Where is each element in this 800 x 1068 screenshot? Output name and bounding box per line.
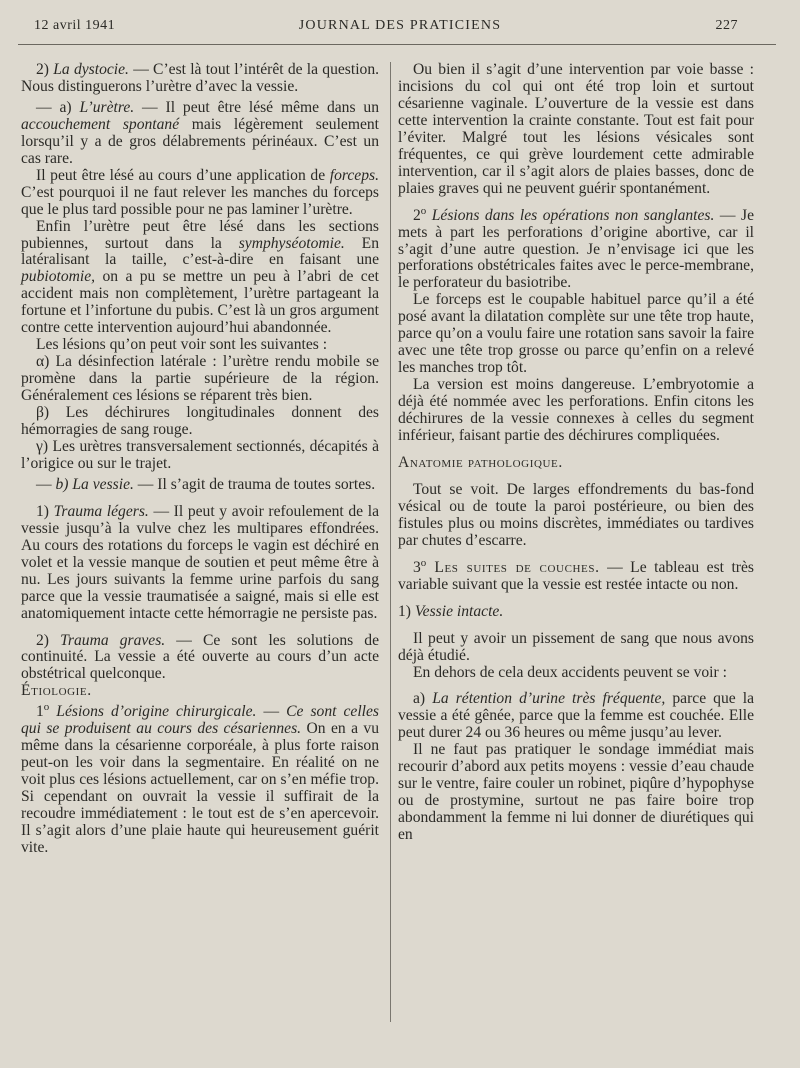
- paragraph: Il peut y avoir un pissement de sang que nous avons déjà étudié.: [398, 629, 754, 664]
- right-column: [398, 62, 754, 844]
- header-rule: [18, 44, 776, 45]
- page-number: 227: [715, 18, 738, 33]
- paragraph: — b) La vessie. — Il s’agit de trauma de toutes sortes.: [36, 475, 376, 493]
- paragraph: γ) Les urètres transversalement sectionnés, décapités à l’origice ou sur le trajet.: [21, 437, 379, 472]
- section-heading-anatomie: Anatomie pathologique.: [398, 453, 563, 471]
- paragraph: 1$^o$ Lésions d’origine chirurgicale. — Ce sont celles qui se produisent au cours des césariennes. On en a vu même dans la césarienne corporéale, à plus forte raison peut-on les voir dans la segmentaire. En réalité on ne voit plus ces lésions actuellement, car on s’en méfie trop. Si cependant on ouvrait la vessie il suffirait de la recoudre immédiatement : le tout est de s’en apercevoir. Il s’agit alors d’une plaie haute qui heureusement guérit vite.: [21, 701, 380, 856]
- paragraph: α) La désinfection latérale : l’urètre rendu mobile se promène dans la partie supérieure de la région. Généralement ces lésions se réparent très bien.: [21, 353, 379, 405]
- column-divider: [390, 62, 391, 1022]
- subheading-vessie-intacte: 1) Vessie intacte.: [398, 602, 504, 620]
- issue-date: 12 avril 1941: [34, 18, 116, 33]
- section-heading-etiologie: Étiologie.: [21, 682, 92, 700]
- paragraph: Enfin l’urètre peut être lésé dans les sections pubiennes, surtout dans la symphyséotomie. En latéralisant la taille, c’est-à-dire en faisant une pubiotomie, on a pu se mettre un peu à l’abri de cet accident mais non complètement, l’urètre partageant la fortune et l’infortune du pubis. C’est là un gros argument contre cette intervention aujourd’hui abandonnée.: [21, 217, 379, 337]
- paragraph: 3$^o$ Les suites de couches. — Le tableau est très variable suivant que la vessie est restée intacte ou non.: [398, 556, 754, 593]
- paragraph: Le forceps est le coupable habituel parce qu’il a été posé avant la dilatation complète sur une tête trop haute, parce qu’on a voulu faire une rotation sans savoir la faire avec une tête trop grosse ou parce qu’enfin on a relevé les manches trop tôt.: [398, 291, 754, 377]
- paragraph: a) La rétention d’urine très fréquente, parce que la vessie a été gênée, parce que la femme est couchée. Elle peut durer 24 ou 36 heures ou même jusqu’au lever.: [398, 690, 755, 742]
- paragraph: 2) La dystocie. — C’est là tout l’intérêt de la question. Nous distinguerons l’urètre d’avec la vessie.: [21, 61, 380, 95]
- paragraph: Il ne faut pas pratiquer le sondage immédiat mais recourir d’abord aux petits moyens : vessie d’eau chaude sur le ventre, faire couler un robinet, piqûre d’hypophyse ou de prostymine, surtout ne pas faire boire trop abondamment la femme ni lui donner de diurétiques qui en: [398, 741, 754, 844]
- running-header: [0, 18, 800, 42]
- journal-title: JOURNAL DES PRATICIENS: [298, 18, 502, 33]
- paragraph: La version est moins dangereuse. L’embryotomie a déjà été nommée avec les perforations. Enfin citons les déchirures de la vessie connexes à celles du segment inférieur, faisant partie des déchirures compliquées.: [398, 376, 754, 445]
- paragraph: Il peut être lésé au cours d’une application de forceps. C’est pourquoi il ne faut relever les manches du forceps que le plus tard possible pour ne pas laminer l’urètre.: [21, 166, 379, 218]
- paragraph: Tout se voit. De larges effondrements du bas-fond vésical ou de toute la paroi postérieure, ou bien des fistules plus ou moins discrètes, immédiates ou tardives par chutes d’escarre.: [398, 480, 754, 549]
- paragraph: Ou bien il s’agit d’une intervention par voie basse : incisions du col qui ont été trop loin et surtout césarienne vaginale. L’ouverture de la vessie est dans cette intervention la crainte constante. Tout est fait pour l’éviter. Malgré tout les lésions vésicales sont fréquentes, ce qui grève lourdement cette admirable intervention, car il s’agit alors de plaies basses, donc de plaies graves qui ne peuvent guérir spontanément.: [398, 61, 754, 197]
- paragraph: β) Les déchirures longitudinales donnent des hémorragies de sang rouge.: [21, 404, 379, 439]
- paragraph: Les lésions qu’on peut voir sont les suivantes :: [36, 336, 328, 354]
- left-column: [21, 62, 379, 857]
- paragraph: 2$^o$ Lésions dans les opérations non sanglantes. — Je mets à part les perforations d’origine abortive, car il s’agit d’une autre question. Je n’envisage ici que les perforations obstétricales faites avec le perce-membrane, le perforateur du basiotribe.: [398, 204, 754, 292]
- paragraph: En dehors de cela deux accidents peuvent se voir :: [413, 663, 727, 681]
- paragraph: 2) Trauma graves. — Ce sont les solutions de continuité. La vessie a été ouverte au cours d’un acte obstétrical quelconque.: [21, 631, 379, 683]
- paragraph: — a) L’urètre. — Il peut être lésé même dans un accouchement spontané mais légèrement seulement lorsqu’il y a de gros délabrements périnéaux. C’est un cas rare.: [21, 98, 379, 167]
- paragraph: 1) Trauma légers. — Il peut y avoir refoulement de la vessie jusqu’à la vulve chez les multipares effondrées. Au cours des rotations du forceps le vagin est déchiré en volet et la vessie manque de soutien et peut même être à nu. Les jours suivants la femme urine parfois du sang parce que la vessie traumatisée a saigné, mais si elle est anatomiquement intacte cette hémorragie ne persiste pas.: [21, 502, 379, 622]
